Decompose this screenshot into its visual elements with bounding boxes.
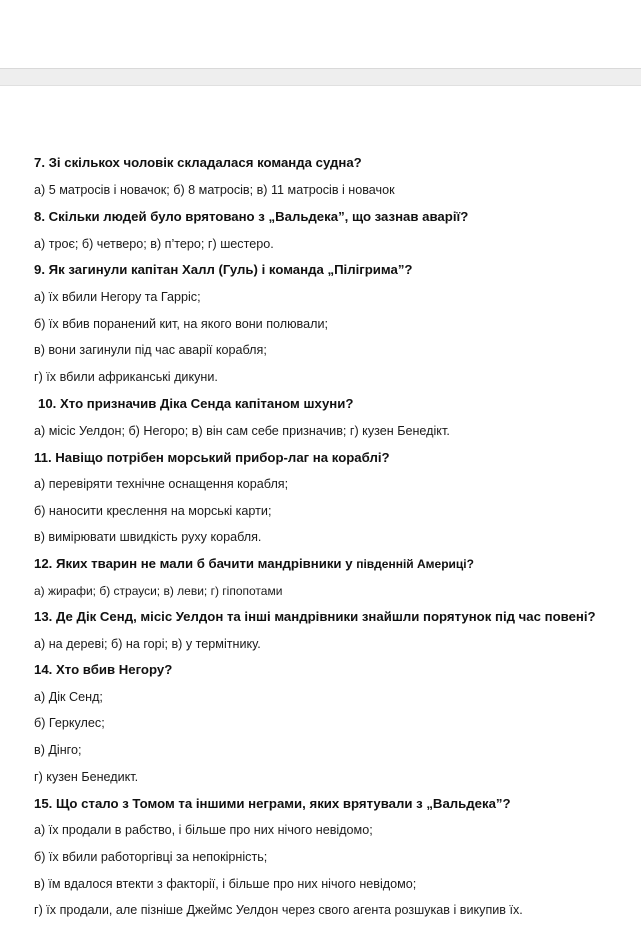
answer-7: а) 5 матросів і новачок; б) 8 матросів; в) 11 матросів і новачок [34,183,395,197]
question-12-main: 12. Яких тварин не мали б бачити мандрівники у [34,556,357,571]
answer-15-c: в) їм вдалося втекти з факторії, і більше про них нічого невідомо; [34,877,417,891]
answer-15-b: б) їх вбили работоргівці за непокірність; [34,850,268,864]
answer-13: а) на дереві; б) на горі; в) у термітнику. [34,637,261,651]
answer-15-d: г) їх продали, але пізніше Джеймс Уелдон через свого агента розшукав і викупив їх. [34,903,523,917]
answer-15-a: а) їх продали в рабство, і більше про них нічого невідомо; [34,823,373,837]
answer-14-a: а) Дік Сенд; [34,690,103,704]
question-8: 8. Скільки людей було врятовано з „Вальдека”, що зазнав аварії? [34,209,469,224]
viewer-top-bar [0,0,641,69]
answer-9-a: а) їх вбили Негору та Гарріс; [34,290,201,304]
question-13: 13. Де Дік Сенд, місіс Уелдон та інші мандрівники знайшли порятунок під час повені? [34,609,596,624]
answer-14-d: г) кузен Бенедикт. [34,770,139,784]
question-7: 7. Зі скількох чоловік складалася команда судна? [34,155,362,170]
question-15: 15. Що стало з Томом та іншими неграми, яких врятували з „Вальдека”? [34,796,511,811]
answer-9-c: в) вони загинули під час аварії корабля; [34,343,267,357]
question-12-tail: південній Америці? [356,557,474,571]
viewer-separator-band [0,69,641,86]
answer-11-b: б) наносити креслення на морські карти; [34,504,272,518]
answer-8: а) троє; б) четверо; в) п’теро; г) шестеро. [34,237,274,251]
answer-11-c: в) вимірювати швидкість руху корабля. [34,530,262,544]
question-11: 11. Навіщо потрібен морський прибор-лаг на кораблі? [34,450,390,465]
question-14: 14. Хто вбив Негору? [34,662,173,677]
answer-11-a: а) перевіряти технічне оснащення корабля; [34,477,289,491]
question-9: 9. Як загинули капітан Халл (Гуль) і команда „Пілігрима”? [34,262,413,277]
question-10: 10. Хто призначив Діка Сенда капітаном шхуни? [38,396,354,411]
answer-14-b: б) Геркулес; [34,716,105,730]
question-12 [34,556,474,572]
answer-9-b: б) їх вбив поранений кит, на якого вони полювали; [34,317,328,331]
answer-12: а) жирафи; б) страуси; в) леви; г) гіпопотами [34,584,283,598]
answer-14-c: в) Дінго; [34,743,82,757]
answer-10: а) місіс Уелдон; б) Негоро; в) він сам себе призначив; г) кузен Бенедікт. [34,424,450,438]
document-page [0,86,641,947]
answer-9-d: г) їх вбили африканські дикуни. [34,370,218,384]
